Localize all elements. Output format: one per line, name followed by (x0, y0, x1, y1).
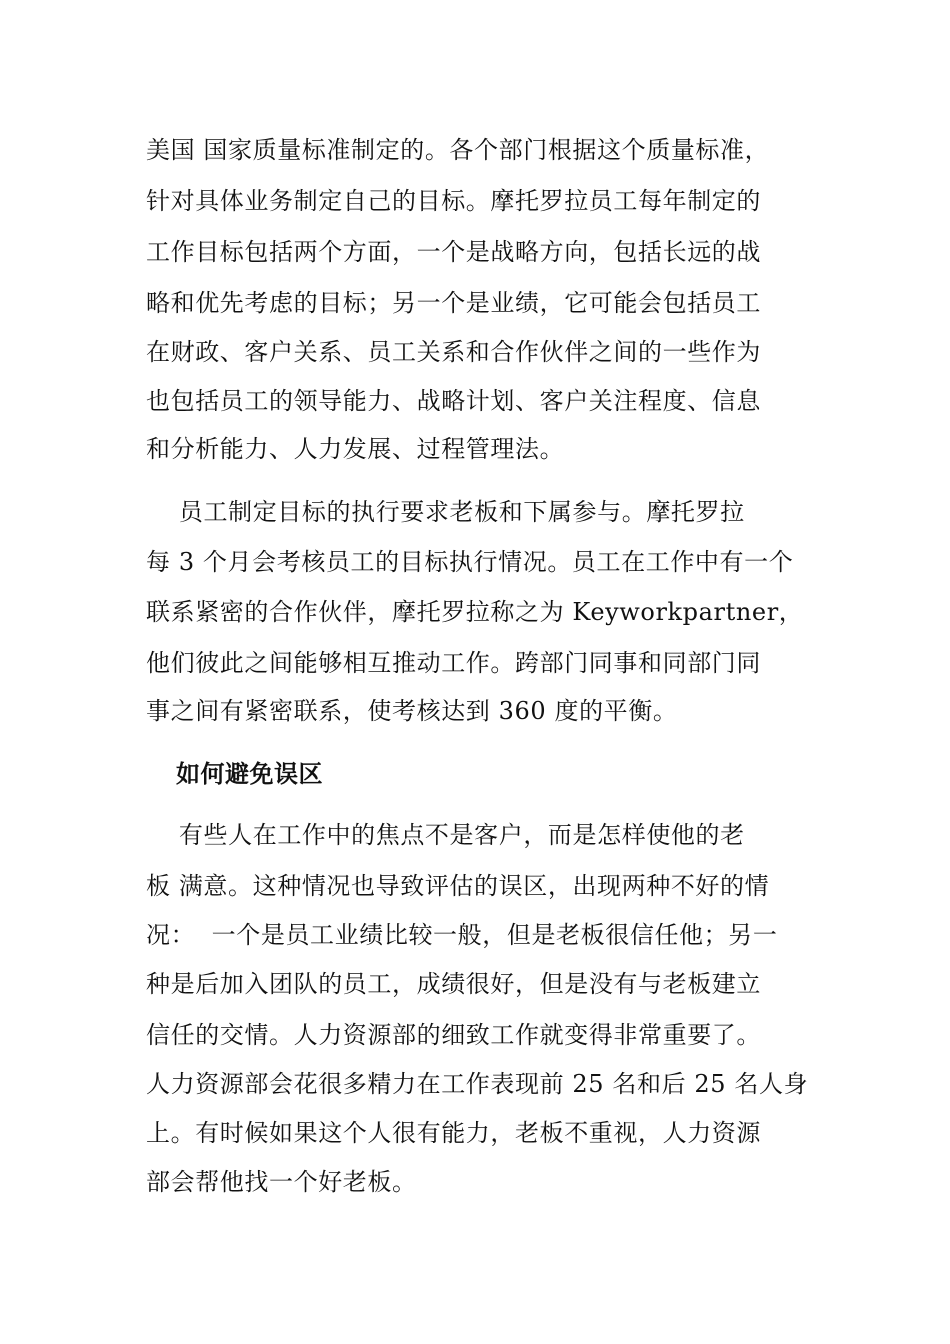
paragraph-line: 上。有时候如果这个人很有能力，老板不重视，人力资源 (146, 1119, 761, 1147)
paragraph-line: 工作目标包括两个方面，一个是战略方向，包括长远的战 (146, 238, 761, 266)
paragraph-line: 种是后加入团队的员工，成绩很好，但是没有与老板建立 (146, 970, 761, 998)
paragraph-line: 有些人在工作中的焦点不是客户，而是怎样使他的老 (146, 821, 745, 849)
paragraph-line: 况： 一个是员工业绩比较一般，但是老板很信任他；另一 (146, 921, 778, 949)
paragraph-line: 部会帮他找一个好老板。 (146, 1168, 417, 1196)
paragraph-line: 每 3 个月会考核员工的目标执行情况。员工在工作中有一个 (146, 548, 794, 576)
paragraph-line: 他们彼此之间能够相互推动工作。跨部门同事和同部门同 (146, 649, 761, 677)
paragraph-line: 在财政、客户关系、员工关系和合作伙伴之间的一些作为 (146, 338, 761, 366)
paragraph-line: 略和优先考虑的目标；另一个是业绩，它可能会包括员工 (146, 289, 761, 317)
paragraph-line: 信任的交情。人力资源部的细致工作就变得非常重要了。 (146, 1021, 761, 1049)
paragraph-line: 美国 国家质量标准制定的。各个部门根据这个质量标准， (146, 136, 770, 164)
paragraph-line: 事之间有紧密联系，使考核达到 360 度的平衡。 (146, 697, 678, 725)
paragraph-line: 和分析能力、人力发展、过程管理法。 (146, 435, 565, 463)
paragraph-line: 板 满意。这种情况也导致评估的误区，出现两种不好的情 (146, 872, 770, 900)
section-heading: 如何避免误区 (176, 760, 323, 788)
paragraph-line: 联系紧密的合作伙伴，摩托罗拉称之为 Keyworkpartner， (146, 598, 804, 626)
paragraph-line: 人力资源部会花很多精力在工作表现前 25 名和后 25 名人身 (146, 1070, 809, 1098)
paragraph-line: 也包括员工的领导能力、战略计划、客户关注程度、信息 (146, 387, 761, 415)
paragraph-line: 针对具体业务制定自己的目标。摩托罗拉员工每年制定的 (146, 187, 761, 215)
paragraph-line: 员工制定目标的执行要求老板和下属参与。摩托罗拉 (146, 498, 745, 526)
